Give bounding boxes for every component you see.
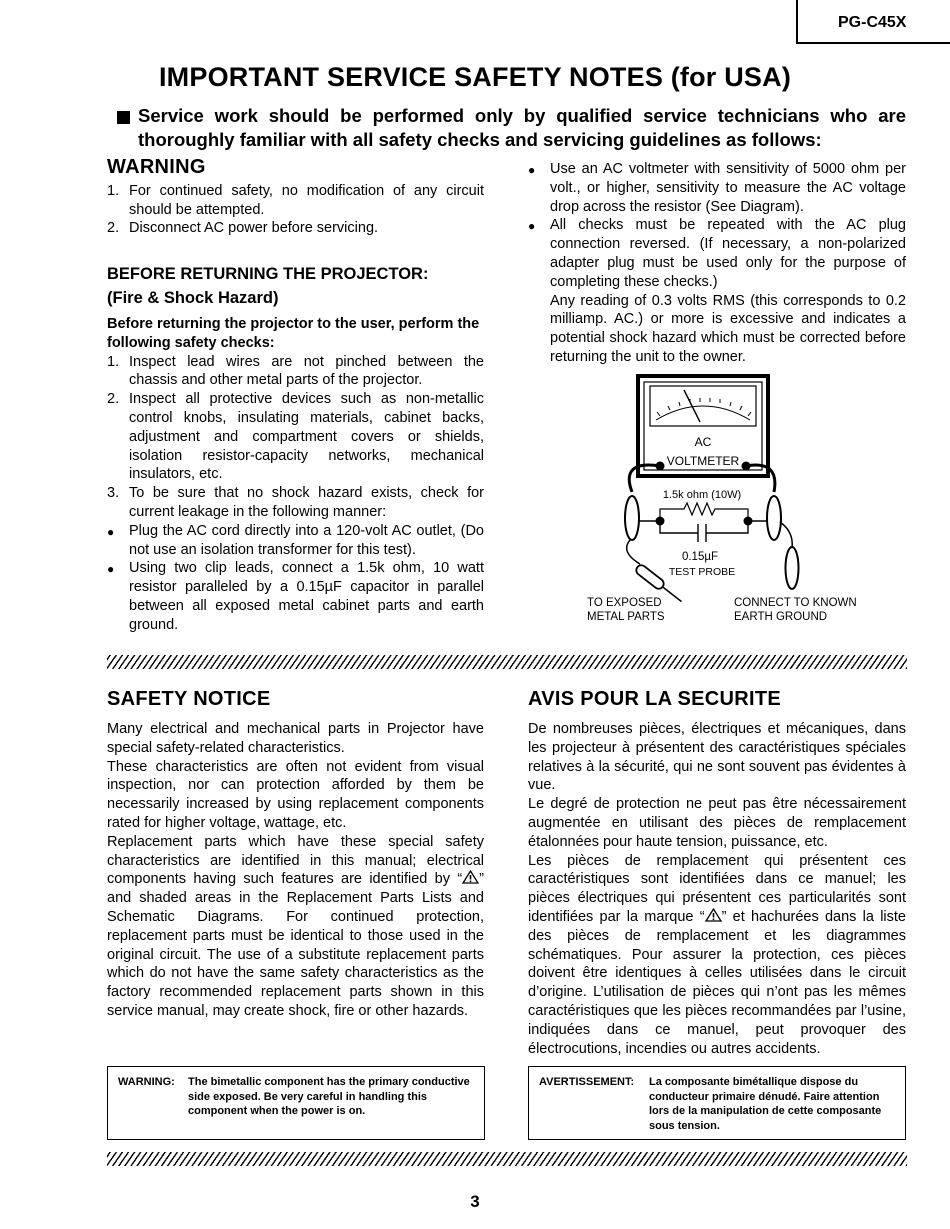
model-number: PG-C45X (838, 14, 907, 31)
fire-shock-heading: (Fire & Shock Hazard) (107, 289, 279, 307)
list-item: 2. Inspect all protective devices such as non-metallic control knobs, insulating materials, cabinet backs, adjustment and compartment covers or shields, isolation resistor-capacity networks, mechanical insulators, etc. (107, 391, 484, 483)
clip-lead-right (767, 496, 781, 540)
warning-box-text: The bimetallic component has the primary conductive side exposed. Be very careful in handling this component when the power is on. (188, 1076, 470, 1117)
safety-check-list (107, 353, 484, 635)
warning-triangle-icon (462, 870, 479, 884)
safety-notice-heading: SAFETY NOTICE (107, 688, 271, 710)
list-item: ● All checks must be repeated with the AC plug connection reversed. (If necessary, a non-polarized adapter plug must be used only for the purpose of completing these checks.) (528, 217, 906, 290)
earth-ground-label-1: CONNECT TO KNOWN (734, 597, 857, 609)
clip-lead-left (625, 496, 639, 540)
page-number: 3 (470, 1192, 480, 1211)
leakage-test-diagram (580, 372, 880, 628)
warning-list (107, 182, 484, 238)
avertissement-box (528, 1066, 906, 1140)
list-item: ● Plug the AC cord directly into a 120-volt AC outlet, (Do not use an isolation transformer for this test). (107, 522, 484, 558)
list-item: ● Using two clip leads, connect a 1.5k ohm, 10 watt resistor paralleled by a 0.15µF capacitor in parallel between all exposed metal cabinet parts and earth ground. (107, 560, 484, 633)
bimetallic-warning-box (107, 1066, 485, 1140)
capacitor-label: 0.15µF (681, 551, 719, 563)
avertissement-label: AVERTISSEMENT: (539, 1076, 635, 1088)
warning-section (107, 158, 484, 238)
safety-notice-section (107, 688, 484, 1021)
list-item: 3. To be sure that no shock hazard exists, check for current leakage in the following manner: (107, 485, 484, 520)
list-item: 2. Disconnect AC power before servicing. (107, 220, 379, 237)
intro-text: Service work should be performed only by qualified service technicians who are thoroughly familiar with all safety checks and servicing guidelines as follows: (138, 105, 906, 150)
avertissement-text: La composante bimétallique dispose du conducteur primaire dénudé. Faire attention lors de la manipulation de cette composante sous tension. (649, 1076, 882, 1132)
checks-section (528, 160, 906, 367)
square-bullet-icon (117, 111, 130, 124)
resistor-label: 1.5k ohm (10W) (662, 489, 742, 501)
hatched-divider-bottom (107, 1152, 907, 1166)
meter-label-ac: AC (694, 435, 712, 449)
warning-box-label: WARNING: (118, 1076, 175, 1088)
list-item: 1. Inspect lead wires are not pinched between the chassis and other metal parts of the projector. (107, 353, 484, 389)
exposed-metal-label-2: METAL PARTS (587, 611, 665, 623)
list-item: ● Use an AC voltmeter with sensitivity of 5000 ohm per volt., or higher, sensitivity to measure the AC voltage drop across the resistor (See Diagram). (528, 161, 906, 215)
checks-followup: Any reading of 0.3 volts RMS (this corresponds to 0.2 milliamp. AC.) or more is excessive and indicates a potential shock hazard which must be corrected before returning the unit to the owner. (550, 292, 906, 365)
capacitor-symbol (660, 521, 748, 542)
warning-heading: WARNING (107, 156, 206, 178)
exposed-metal-label-1: TO EXPOSED (587, 597, 662, 609)
page-title: IMPORTANT SERVICE SAFETY NOTES (for USA) (158, 62, 792, 92)
before-returning-section (107, 262, 484, 635)
earth-ground-label-2: EARTH GROUND (734, 611, 828, 623)
checks-list (528, 160, 906, 292)
ground-clip (786, 547, 799, 589)
before-returning-lead: Before returning the projector to the user, perform the following safety checks: (107, 316, 480, 351)
avis-heading: AVIS POUR LA SECURITE (528, 688, 781, 710)
list-item: 1. For continued safety, no modification of any circuit should be attempted. (107, 182, 484, 218)
hatched-divider-top (107, 655, 907, 669)
avis-body: De nombreuses pièces, électriques et mécaniques, dans les projecteur à présentent des caractéristiques spéciales relatives à la sécurité, qui ne sont souvent pas évidentes à vue. Le degré de protection ne peut pas être nécessairement augmentée en utilisant des pièces de remplacement étalonnées pour haute tension, puissance, etc. Les pièces de remplacement qui présentent ces caractéristiques sont identifiées dans ce manuel; les pièces électriques qui présentent ces particularités sont identifiées par la marque “ ” et hachurées dans la liste des pièces de remplacement et les diagrammes schématiques. Pour assurer la protection, ces pièces doivent être identiques à celles utilisées dans le circuit d’origine. L’utilisation de pièces qui n’ont pas les mêmes caractéristiques que les pièces recommandées par l’usine, indiquées dans ce manuel, peut provoquer des électrocutions, incendies ou autres accidents. (528, 721, 906, 1057)
meter-label-voltmeter: VOLTMETER (666, 454, 740, 468)
warning-triangle-icon (705, 908, 722, 922)
avis-section (528, 688, 906, 1058)
safety-notice-body: Many electrical and mechanical parts in Projector have special safety-related characteristics. These characteristics are often not evident from visual inspection, nor can protection afforded by them be necessarily increased by using replacement components rated for higher voltage, wattage, etc. Replacement parts which have these special safety characteristics are identified in this manual; electrical components having such features are identified by “ ” and shaded areas in the Replacement Parts Lists and Schematic Diagrams. For continued protection, replacement parts must be identical to those used in the original circuit. The use of a substitute replacement parts which do not have the same safety characteristics as the factory recommended replacement parts shown in this service manual, may create shock, fire or other hazards. (107, 721, 484, 1019)
intro-statement (114, 104, 906, 152)
before-returning-heading: BEFORE RETURNING THE PROJECTOR: (107, 265, 429, 283)
test-probe-label: TEST PROBE (668, 566, 736, 578)
resistor-symbol (660, 503, 748, 521)
